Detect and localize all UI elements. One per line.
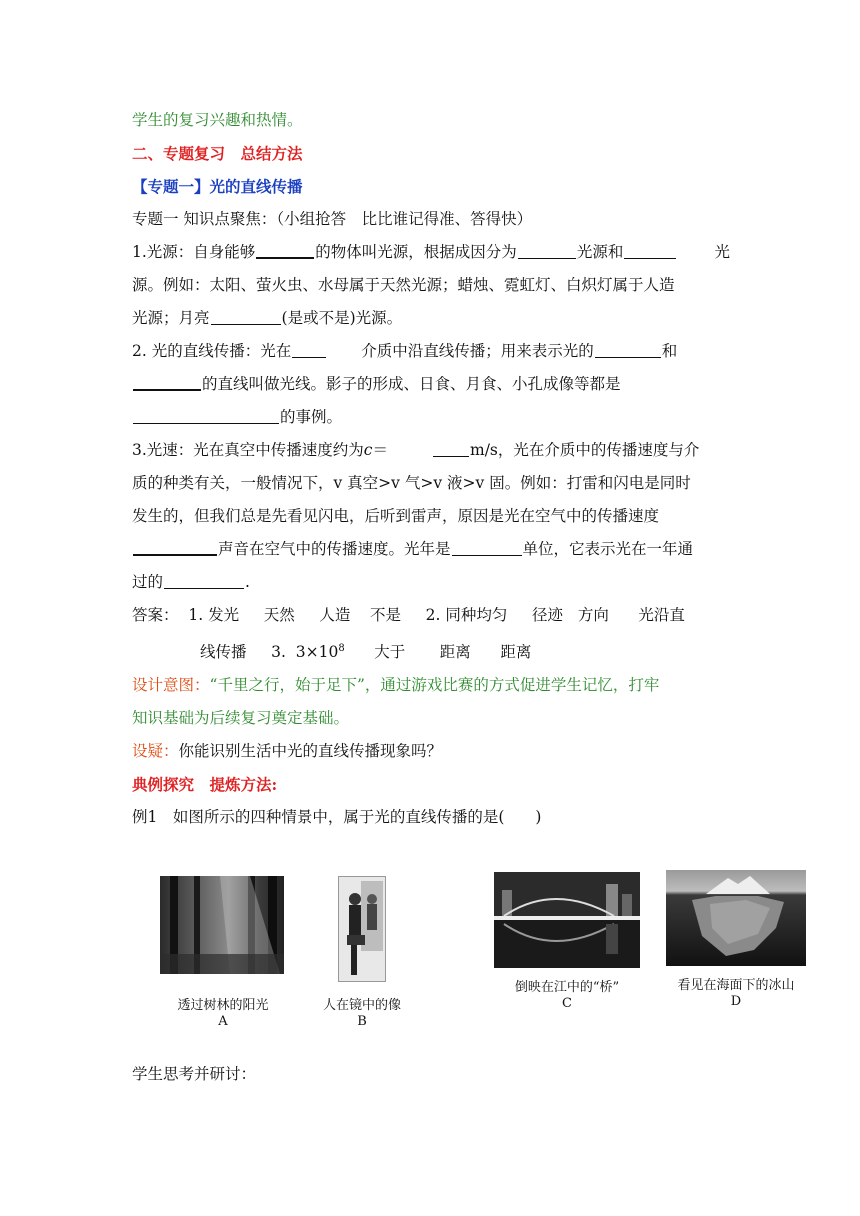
figure-d — [666, 870, 808, 1020]
fill-blank[interactable] — [292, 341, 326, 358]
fill-blank[interactable] — [452, 539, 522, 556]
answer-line: 答案： 1. 发光 天然 人造 不是 2. 同种均匀 径迹 方向 光沿直 — [132, 606, 685, 624]
design-intent: 设计意图：“千里之行，始于足下”，通过游戏比赛的方式促进学生记忆，打牢 — [132, 676, 660, 694]
example-heading: 典例探究 提炼方法: — [132, 775, 278, 794]
figure-caption: 人在镜中的像 — [322, 998, 401, 1013]
fill-blank[interactable] — [164, 572, 244, 589]
fill-blank[interactable] — [624, 242, 676, 259]
answer-line: 线传播 3. $3\times 10^8$ 大于 距离 距离 — [200, 643, 532, 661]
text-line: 学生的复习兴趣和热情。 — [132, 111, 303, 129]
fill-blank[interactable] — [433, 440, 469, 457]
section-heading: 二、专题复习 总结方法 — [132, 144, 303, 163]
fill-blank[interactable] — [133, 407, 279, 424]
text-line: 质的种类有关，一般情况下，v 真空>v 气>v 液>v 固。例如：打雷和闪电是同时 — [132, 474, 691, 492]
text-line: 光源；月亮 (是或不是)光源。 — [132, 309, 403, 327]
figure-caption: 透过树林的阳光 — [177, 998, 269, 1013]
topic-heading: 【专题一】光的直线传播 — [132, 177, 303, 196]
fill-blank[interactable] — [211, 308, 281, 325]
text-line: 过的 . — [132, 573, 250, 591]
fill-blank[interactable] — [595, 341, 661, 358]
discuss-line: 学生思考并研讨： — [132, 1065, 257, 1083]
figure-letter: B — [357, 1014, 367, 1029]
figure-letter: D — [730, 994, 742, 1009]
fill-blank[interactable] — [133, 373, 201, 391]
figure-a — [158, 876, 298, 1029]
figure-letter: A — [218, 1014, 228, 1029]
text-line: 2. 光的直线传播：光在 介质中沿直线传播；用来表示光的 和 — [132, 342, 678, 360]
text-line: 源。例如：太阳、萤火虫、水母属于天然光源；蜡烛、霓虹灯、白炽灯属于人造 — [132, 276, 675, 294]
doubt-line: 设疑：你能识别生活中光的直线传播现象吗？ — [132, 742, 443, 760]
text-line: 的直线叫做光线。影子的形成、日食、月食、小孔成像等都是 — [132, 368, 730, 401]
fill-blank[interactable] — [518, 242, 576, 259]
fill-blank[interactable] — [256, 241, 314, 259]
figure-c — [494, 872, 644, 1022]
iceberg-image — [666, 870, 806, 966]
figure-b — [322, 876, 426, 1029]
example-figures — [158, 872, 808, 1032]
example-question: 例1 如图所示的四种情景中，属于光的直线传播的是( ) — [132, 808, 542, 826]
design-intent: 知识基础为后续复习奠定基础。 — [132, 709, 350, 727]
figure-caption: 倒映在江中的“桥” — [514, 980, 620, 995]
mirror-image — [338, 876, 386, 982]
document-body — [132, 104, 730, 834]
forest-image — [160, 876, 284, 974]
text-line: 的事例。 — [132, 401, 730, 434]
fill-blank[interactable] — [133, 538, 217, 556]
text-line: 发生的，但我们总是先看见闪电，后听到雷声，原因是光在空气中的传播速度 — [132, 507, 660, 525]
text-line: 3.光速：光在真空中传播速度约为c＝ m/s，光在介质中的传播速度与介 — [132, 441, 700, 459]
text-line: 声音在空气中的传播速度。光年是 单位，它表示光在一年通 — [132, 533, 730, 566]
text-line: 1.光源：自身能够 的物体叫光源，根据成因分为 光源和 光 — [132, 243, 730, 261]
text-line: 专题一 知识点聚焦：（小组抢答 比比谁记得准、答得快） — [132, 210, 533, 228]
figure-letter: C — [562, 996, 572, 1011]
bridge-image — [494, 872, 640, 968]
figure-caption: 看见在海面下的冰山 — [677, 978, 795, 993]
